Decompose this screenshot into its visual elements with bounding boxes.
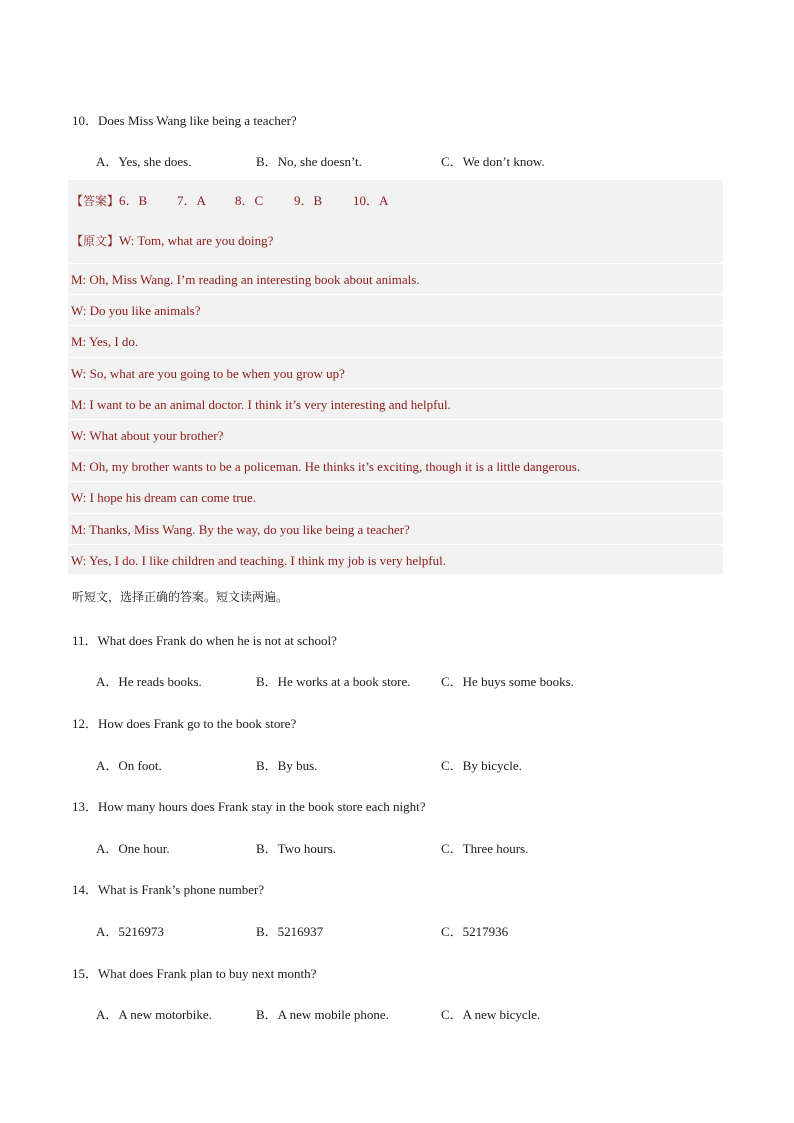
transcript-line: W: Tom, what are you doing? [119, 233, 274, 248]
option-b: B．He works at a book store. [256, 674, 411, 689]
question-13: 13．How many hours does Frank stay in the book store each night? [72, 799, 426, 814]
answer-item: 9．B [294, 193, 323, 208]
question-12-options [96, 755, 696, 773]
option-b: B．Two hours. [256, 841, 336, 856]
question-10: 10．Does Miss Wang like being a teacher? [72, 113, 297, 128]
question-13-options [96, 838, 696, 856]
transcript-line: W: So, what are you going to be when you grow up? [68, 357, 723, 388]
option-c: C．A new bicycle. [441, 1007, 541, 1022]
option-c: C．By bicycle. [441, 758, 522, 773]
transcript-line: M: Yes, I do. [68, 325, 723, 356]
transcript-line: M: I want to be an animal doctor. I think it’s very interesting and helpful. [68, 388, 723, 419]
section-instruction: 听短文，选择正确的答案。短文读两遍。 [72, 590, 289, 604]
transcript-line: W: Do you like animals? [68, 294, 723, 325]
option-a: A．On foot. [96, 758, 162, 773]
answer-item: 8．C [235, 193, 264, 208]
question-14: 14．What is Frank’s phone number? [72, 882, 265, 897]
option-a: A．Yes, she does. [96, 154, 192, 169]
option-c: C．Three hours. [441, 841, 529, 856]
answer-item: 7．A [177, 193, 206, 208]
question-11: 11．What does Frank do when he is not at school? [72, 633, 337, 648]
question-12: 12．How does Frank go to the book store? [72, 716, 297, 731]
option-a: A．5216973 [96, 924, 164, 939]
transcript-line: W: I hope his dream can come true. [68, 481, 723, 512]
answer-line [71, 190, 388, 209]
transcript-label: 【原文】 [71, 234, 120, 248]
option-c: C．He buys some books. [441, 674, 574, 689]
option-b: B．A new mobile phone. [256, 1007, 389, 1022]
option-b: B．By bus. [256, 758, 318, 773]
transcript-first-line [71, 232, 273, 249]
answer-item: 10．A [353, 193, 389, 208]
transcript-line: M: Thanks, Miss Wang. By the way, do you like being a teacher? [68, 513, 723, 544]
transcript-line: W: What about your brother? [68, 419, 723, 450]
question-11-options [96, 671, 696, 689]
question-10-options [96, 151, 696, 169]
transcript-line: M: Oh, Miss Wang. I’m reading an interesting book about animals. [68, 263, 723, 294]
question-15: 15．What does Frank plan to buy next month? [72, 966, 317, 981]
option-b: B．No, she doesn’t. [256, 154, 362, 169]
transcript-line: M: Oh, my brother wants to be a policeman. He thinks it’s exciting, though it is a little dangerous. [68, 450, 723, 481]
question-14-options [96, 921, 696, 939]
question-15-options [96, 1004, 696, 1022]
answer-label: 【答案】 [71, 194, 120, 208]
option-b: B．5216937 [256, 924, 324, 939]
option-c: C．5217936 [441, 924, 509, 939]
option-c: C．We don’t know. [441, 154, 545, 169]
option-a: A．He reads books. [96, 674, 202, 689]
answer-box [68, 180, 723, 574]
transcript-line: W: Yes, I do. I like children and teaching. I think my job is very helpful. [68, 544, 723, 575]
option-a: A．One hour. [96, 841, 170, 856]
answer-item: 6．B [119, 193, 148, 208]
option-a: A．A new motorbike. [96, 1007, 212, 1022]
